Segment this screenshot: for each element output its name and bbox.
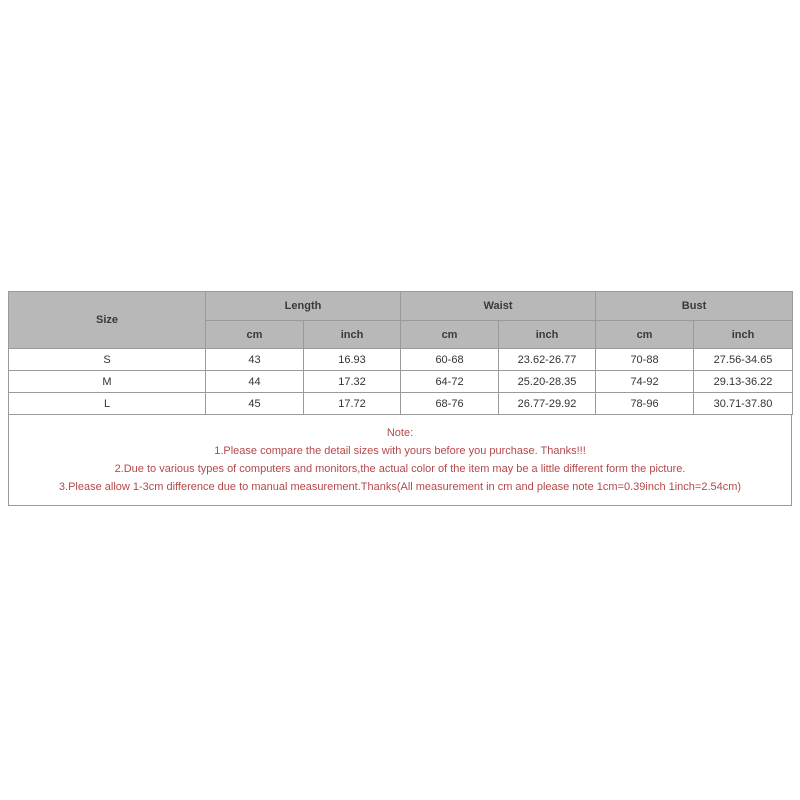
table-cell: 70-88 (596, 349, 694, 371)
table-cell: 74-92 (596, 371, 694, 393)
table-cell: 27.56-34.65 (694, 349, 793, 371)
length-header: Length (206, 292, 401, 321)
unit-header: cm (206, 321, 304, 349)
note-line: 2.Due to various types of computers and monitors,the actual color of the item may be a little different form the picture. (114, 463, 686, 475)
table-row (9, 349, 793, 371)
unit-header: inch (694, 321, 793, 349)
unit-header: cm (401, 321, 499, 349)
table-cell: 17.72 (304, 393, 401, 415)
table-cell: 25.20-28.35 (499, 371, 596, 393)
notes-box (8, 415, 792, 506)
table-cell: 23.62-26.77 (499, 349, 596, 371)
size-header: Size (9, 292, 206, 349)
bust-header: Bust (596, 292, 793, 321)
size-table (8, 291, 793, 415)
table-cell: 16.93 (304, 349, 401, 371)
unit-header: inch (499, 321, 596, 349)
unit-header: cm (596, 321, 694, 349)
waist-header: Waist (401, 292, 596, 321)
table-cell: 26.77-29.92 (499, 393, 596, 415)
table-cell: 17.32 (304, 371, 401, 393)
size-cell: M (9, 371, 206, 393)
note-title: Note: (386, 427, 414, 439)
table-cell: 60-68 (401, 349, 499, 371)
table-cell: 45 (206, 393, 304, 415)
note-line: 3.Please allow 1-3cm difference due to manual measurement.Thanks(All measurement in cm and please note 1cm=0.39inch 1inch=2.54cm) (58, 481, 742, 493)
table-cell: 78-96 (596, 393, 694, 415)
size-chart (8, 291, 792, 506)
table-cell: 44 (206, 371, 304, 393)
table-cell: 43 (206, 349, 304, 371)
size-cell: S (9, 349, 206, 371)
table-cell: 29.13-36.22 (694, 371, 793, 393)
table-cell: 30.71-37.80 (694, 393, 793, 415)
size-cell: L (9, 393, 206, 415)
table-row (9, 371, 793, 393)
table-cell: 64-72 (401, 371, 499, 393)
unit-header: inch (304, 321, 401, 349)
table-cell: 68-76 (401, 393, 499, 415)
note-line: 1.Please compare the detail sizes with yours before you purchase. Thanks!!! (214, 445, 586, 457)
header-row-groups (9, 292, 793, 321)
table-row (9, 393, 793, 415)
